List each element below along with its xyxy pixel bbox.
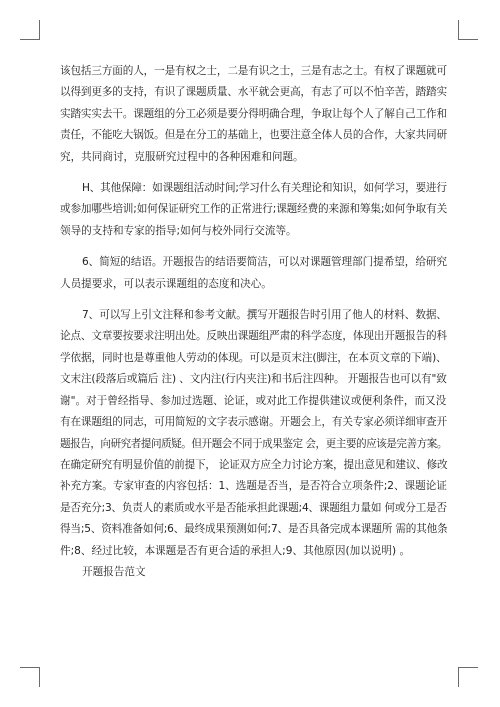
text-line: H、其他保障：如课题组活动时间;学习什么有关理论和知识，如何学习，要进行 [82, 182, 447, 195]
text-line: 学依据，同时也是尊重他人劳动的体现。可以是页末注(脚注，在本页文章的下端)、 [60, 351, 447, 364]
text-line: 以得到更多的支持，有识了课题质量、水平就会更高，有志了可以不怕辛苦，踏踏实 [60, 86, 447, 99]
text-line: 究，共同商讨，克服研究过程中的各种困难和问题。 [60, 150, 304, 163]
crop-mark-bottom-left [20, 667, 40, 687]
text-line: 实踏实实去干。课题组的分工必须是要分得明确合理，争取让每个人了解自己工作和 [60, 107, 447, 120]
crop-mark-bottom-right [458, 667, 478, 687]
text-line: 谢"。对于曾经指导、参加过选题、论证，或对此工作提供建议或便利条件，而又没 [60, 394, 447, 407]
text-line: 件;8、经过比较，本课题是否有更合适的承担人;9、其他原因(加以说明) 。 [60, 544, 411, 557]
text-line: 文末注(段落后或篇后 注) 、文内注(行内夹注)和书后注四种。 开题报告也可以有"致 [60, 373, 447, 386]
paragraph-conclusion [60, 252, 447, 295]
paragraph-references [60, 305, 447, 562]
text-line: 领导的支持和专家的指导;如何与校外同行交流等。 [60, 224, 297, 237]
text-line: 题报告，向研究者提问质疑。但开题会不同于成果鉴定 会，更主要的应该是完善方案。 [60, 437, 447, 450]
document-body [60, 61, 447, 583]
paragraph-other-guarantees [60, 178, 447, 242]
text-line: 在确定研究有明显价值的前提下， 论证双方应全力讨论方案，提出意见和建议、修改 [60, 458, 448, 471]
text-line: 得当;5、资料准备如何;6、最终成果预测如何;7、是否具备完成本课题所 需的其他条 [60, 523, 448, 536]
text-line: 有在课题组的同志，可用简短的文字表示感谢。开题会上，有关专家必须详细审查开 [60, 416, 447, 429]
text-line: 或参加哪些培训;如何保证研究工作的正常进行;课题经费的来源和筹集;如何争取有关 [60, 203, 448, 216]
text-line: 7、可以写上引文注释和参考文献。撰写开题报告时引用了他人的材料、数据、 [82, 309, 447, 322]
closing-section-title: 开题报告范文 [82, 565, 146, 578]
text-line: 人员提要求，可以表示课题组的态度和决心。 [60, 277, 272, 290]
text-line: 6、简短的结语。开题报告的结语要简洁，可以对课题管理部门提希望，给研究 [82, 256, 447, 269]
text-line: 补充方案。专家审查的内容包括：1、选题是否当，是否符合立项条件;2、课题论证 [60, 480, 447, 493]
text-line: 是否充分;3、负责人的素质或水平是否能承担此课题;4、课题组力量如 何或分工是否 [60, 501, 447, 514]
text-line: 责任，不能吃大锅饭。但是在分工的基础上，也要注意全体人员的合作，大家共同研 [60, 129, 447, 142]
crop-mark-top-left [20, 20, 40, 40]
paragraph-continuation [60, 61, 447, 168]
crop-mark-top-right [458, 20, 478, 40]
text-line: 论点、文章要按要求注明出处。反映出课题组严肃的科学态度，体现出开题报告的科 [60, 330, 447, 343]
text-line: 该包括三方面的人，一是有权之士，二是有识之士，三是有志之士。有权了课题就可 [60, 65, 447, 77]
